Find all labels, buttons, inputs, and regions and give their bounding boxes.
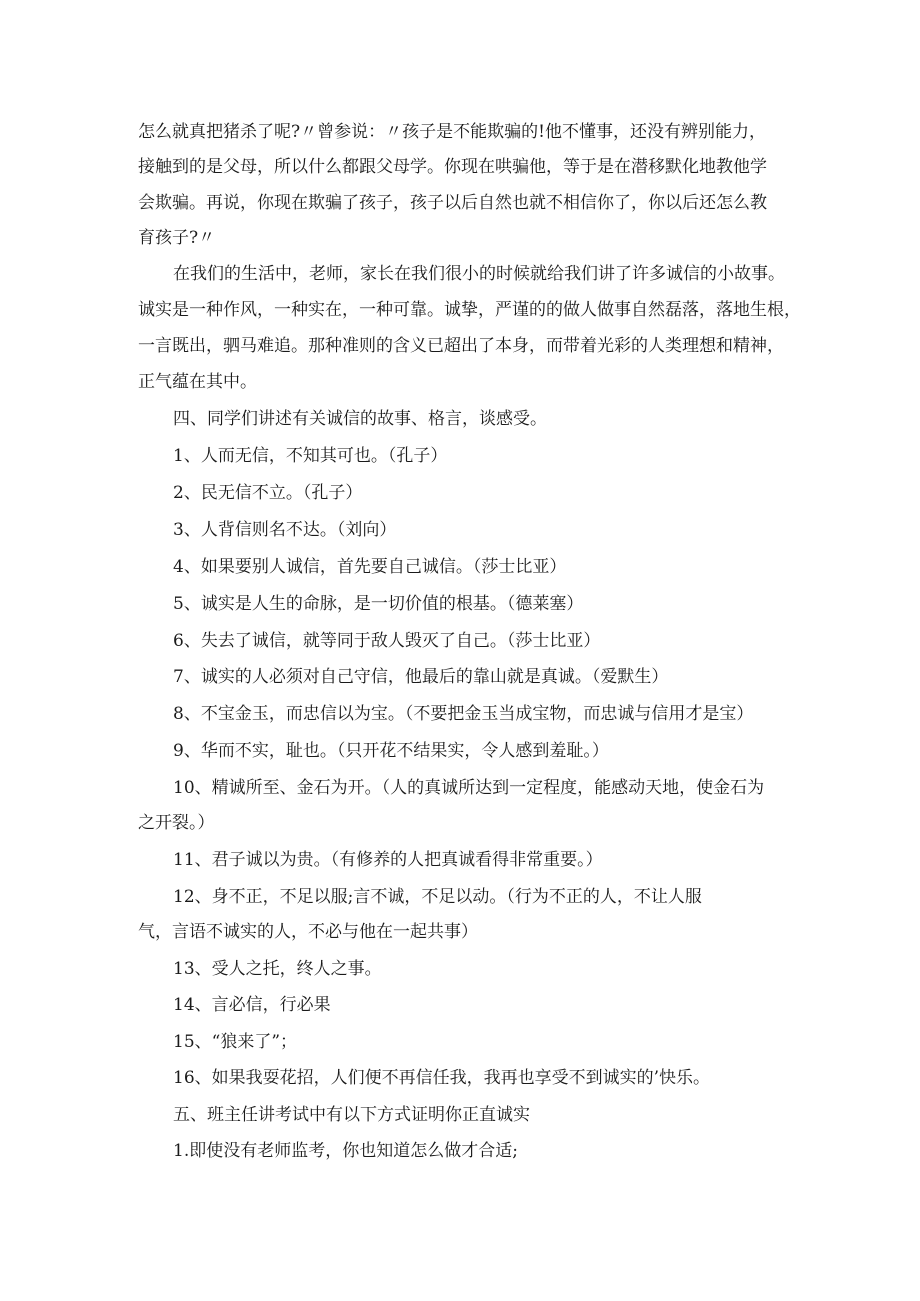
quote-6: 6、失去了诚信，就等同于敌人毁灭了自己。（莎士比亚） xyxy=(173,631,601,651)
quote-3: 3、人背信则名不达。（刘向） xyxy=(173,520,397,540)
quote-7: 7、诚实的人必须对自己守信，他最后的靠山就是真诚。（爱默生） xyxy=(173,667,669,687)
quote-11: 11、君子诚以为贵。（有修养的人把真诚看得非常重要。） xyxy=(173,850,603,870)
quote-1: 1、人而无信，不知其可也。（孔子） xyxy=(173,446,448,466)
honesty-intro-line-4: 正气蕴在其中。 xyxy=(138,372,257,392)
honesty-intro-line-1: 在我们的生活中，老师，家长在我们很小的时候就给我们讲了许多诚信的小故事。 xyxy=(173,264,785,284)
section-five-heading: 五、班主任讲考试中有以下方式证明你正直诚实 xyxy=(173,1105,530,1125)
quote-16: 16、如果我耍花招，人们便不再信任我，我再也享受不到诚实的’快乐。 xyxy=(173,1068,711,1088)
quote-9: 9、华而不实，耻也。（只开花不结果实，令人感到羞耻。） xyxy=(173,741,609,761)
section-four-heading: 四、同学们讲述有关诚信的故事、格言，谈感受。 xyxy=(173,409,547,429)
honesty-intro-line-3: 一言既出，驷马难追。那种准则的含义已超出了本身，而带着光彩的人类理想和精神， xyxy=(138,336,784,356)
story-end-line-3: 会欺骗。再说，你现在欺骗了孩子，孩子以后自然也就不相信你了，你以后还怎么教 xyxy=(138,193,767,213)
quote-10-line-2: 之开裂。） xyxy=(138,813,215,833)
story-end-line-1: 怎么就真把猪杀了呢?〃曾参说：〃孩子是不能欺骗的!他不懂事，还没有辨别能力， xyxy=(138,122,766,142)
quote-4: 4、如果要别人诚信，首先要自己诚信。（莎士比亚） xyxy=(173,557,567,577)
quote-5: 5、诚实是人生的命脉，是一切价值的根基。（德莱塞） xyxy=(173,594,584,614)
quote-8: 8、不宝金玉，而忠信以为宝。（不要把金玉当成宝物，而忠诚与信用才是宝） xyxy=(173,704,754,724)
quote-12-line-1: 12、身不正，不足以服;言不诚，不足以动。（行为不正的人，不让人服 xyxy=(173,887,702,907)
quote-13: 13、受人之托，终人之事。 xyxy=(173,959,382,979)
quote-12-line-2: 气，言语不诚实的人，不必与他在一起共事） xyxy=(138,922,478,942)
story-end-line-4: 育孩子?〃 xyxy=(138,228,216,248)
quote-2: 2、民无信不立。（孔子） xyxy=(173,483,363,503)
honesty-intro-line-2: 诚实是一种作风，一种实在，一种可靠。诚挚，严谨的的做人做事自然磊落，落地生根， xyxy=(138,300,801,320)
story-end-line-2: 接触到的是父母，所以什么都跟父母学。你现在哄骗他，等于是在潜移默化地教他学 xyxy=(138,157,767,177)
quote-15: 15、“狼来了”； xyxy=(173,1032,298,1052)
quote-10-line-1: 10、精诚所至、金石为开。（人的真诚所达到一定程度，能感动天地，使金石为 xyxy=(173,778,765,798)
exam-item-1: 1.即使没有老师监考，你也知道怎么做才合适; xyxy=(173,1141,518,1161)
quote-14: 14、言必信，行必果 xyxy=(173,995,331,1015)
